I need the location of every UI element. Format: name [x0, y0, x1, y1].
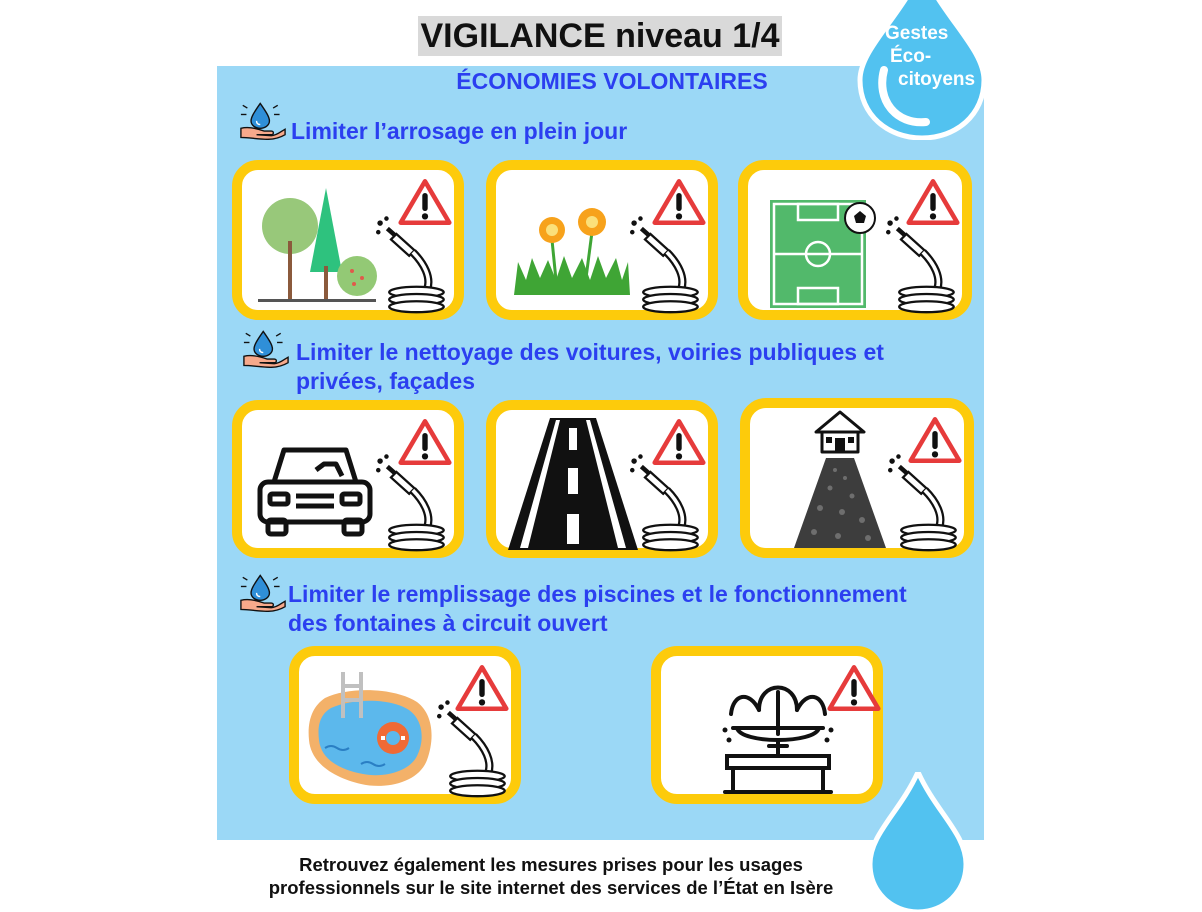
card-football-field: [738, 160, 972, 320]
car-icon: [254, 442, 376, 538]
flowers-icon: [512, 200, 632, 300]
section-2-title-line-2: privées, façades: [296, 368, 476, 394]
footer-text: [200, 853, 902, 899]
hose-icon: [882, 214, 960, 314]
trees-icon: [254, 186, 380, 306]
hose-icon: [626, 452, 704, 552]
card-fountain: [651, 646, 883, 804]
pool-icon: [305, 668, 445, 792]
badge-line-1: Gestes: [885, 23, 949, 44]
section-2-title-line-1: Limiter le nettoyage des voitures, voiries publiques et: [296, 339, 884, 365]
card-trees: [232, 160, 464, 320]
house-path-icon: [790, 408, 890, 550]
footer-line-1: Retrouvez également les mesures prises pour les usages: [299, 854, 803, 875]
warning-icon: [827, 664, 881, 712]
section-3-title-line-1: Limiter le remplissage des piscines et le fonctionnement: [288, 581, 907, 607]
water-hand-icon: [240, 572, 286, 612]
section-1-title: Limiter l’arrosage en plein jour: [291, 118, 628, 144]
badge-line-3: citoyens: [898, 69, 976, 90]
panel-subtitle: ÉCONOMIES VOLONTAIRES: [456, 68, 768, 94]
card-flowers: [486, 160, 718, 320]
card-car: [232, 400, 464, 558]
hose-icon: [626, 214, 704, 314]
hose-icon: [433, 698, 511, 798]
section-3-title-line-2: des fontaines à circuit ouvert: [288, 610, 608, 636]
water-hand-icon: [240, 100, 286, 140]
badge-line-2: Éco-: [890, 46, 932, 67]
card-road: [486, 400, 718, 558]
hose-icon: [372, 214, 450, 314]
fountain-icon: [719, 670, 837, 798]
card-pool: [289, 646, 521, 804]
card-house-path: [740, 398, 974, 558]
hose-icon: [372, 452, 450, 552]
road-icon: [508, 418, 638, 550]
footer-line-2: professionnels sur le site internet des services de l’État en Isère: [268, 877, 834, 898]
hose-icon: [884, 452, 962, 552]
water-hand-icon: [243, 328, 289, 368]
page-title: VIGILANCE niveau 1/4: [418, 16, 782, 56]
